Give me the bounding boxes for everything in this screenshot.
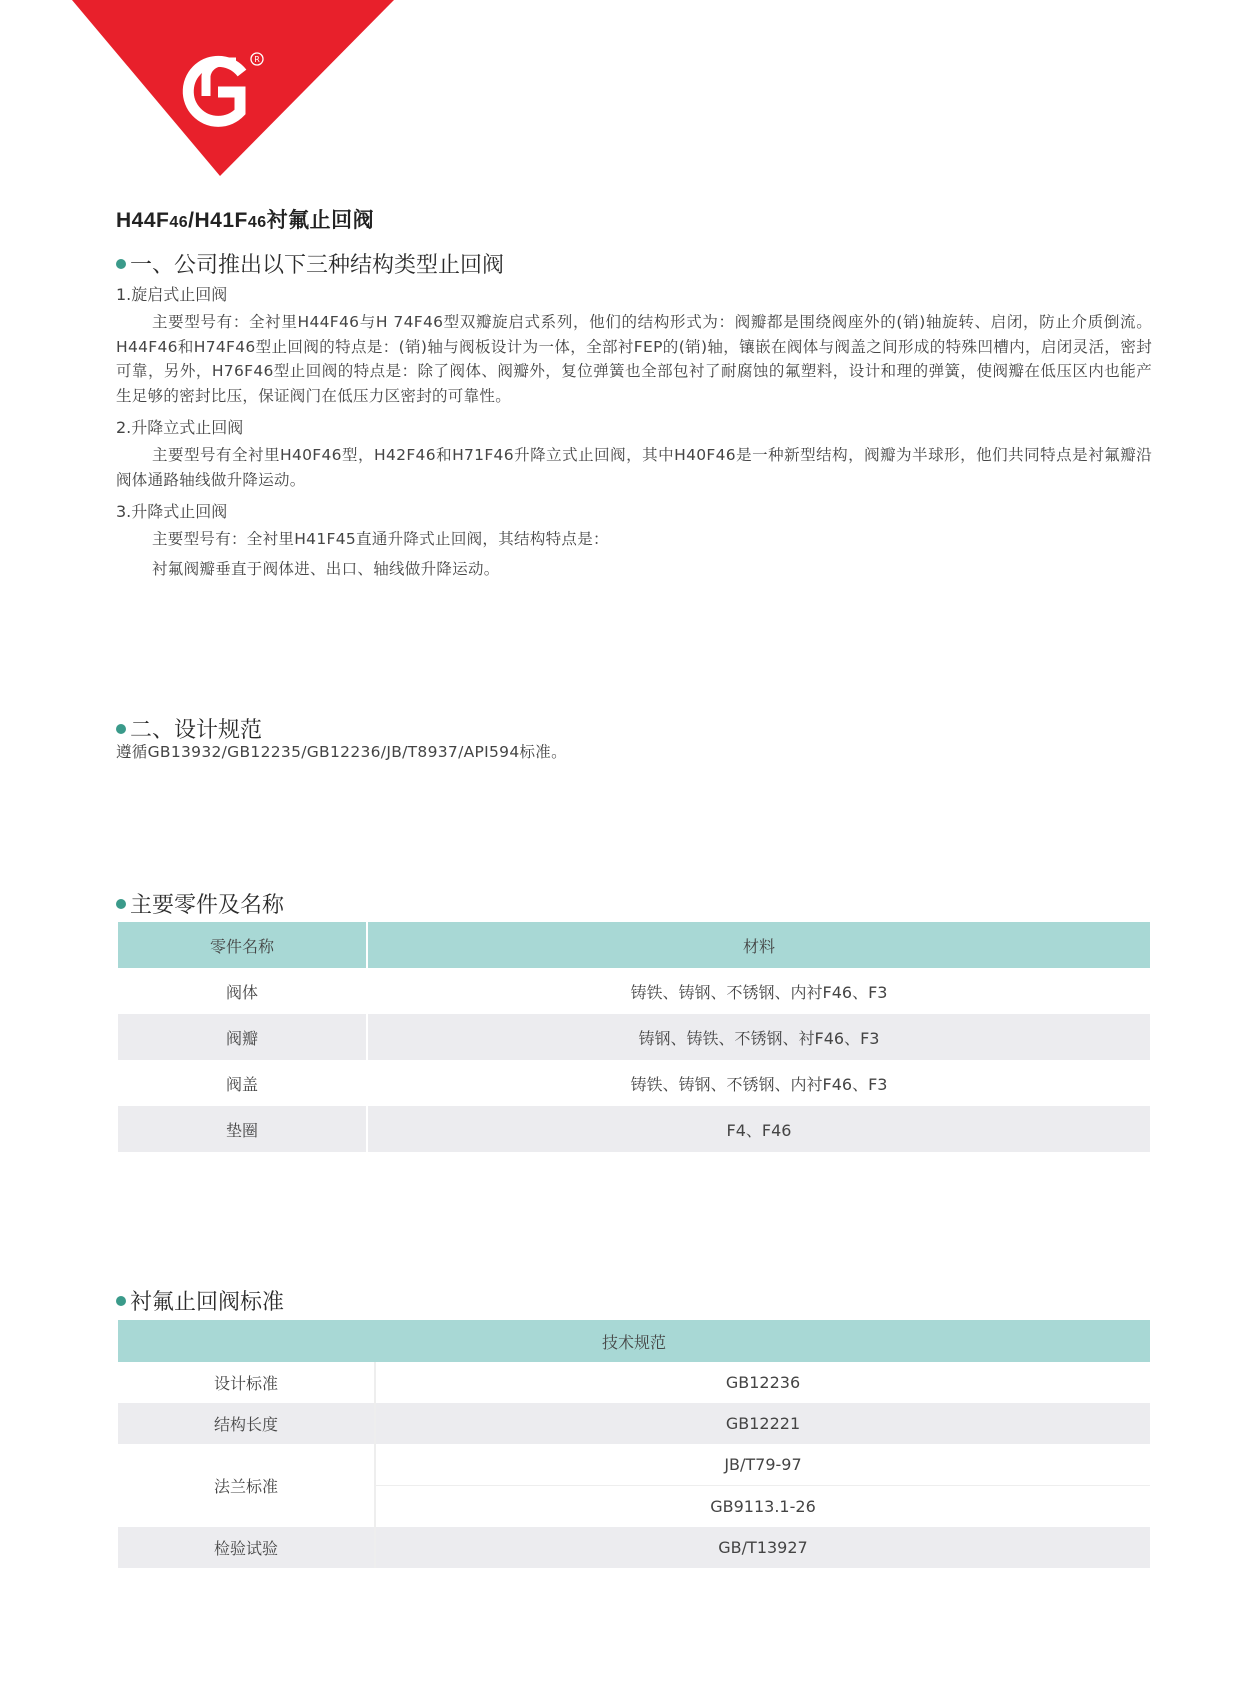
- bullet-dot-icon: [116, 724, 126, 734]
- paragraph-lift-check-2: 衬氟阀瓣垂直于阀体进、出口、轴线做升降运动。: [152, 560, 500, 578]
- table-row: [118, 1527, 1150, 1568]
- subheading-lift-check: 3.升降式止回阀: [116, 502, 228, 521]
- page-title: H44F46/H41F46衬氟止回阀: [116, 209, 375, 232]
- section-heading-design-spec: 二、设计规范: [116, 713, 262, 744]
- part-name-cell: 阀瓣: [118, 1014, 367, 1060]
- column-header-tech-spec: 技术规范: [118, 1320, 1150, 1362]
- column-header-part-name: 零件名称: [118, 922, 367, 968]
- material-cell: 铸铁、铸钢、不锈钢、内衬F46、F3: [630, 1074, 888, 1094]
- table-row: [118, 968, 1150, 1014]
- bullet-dot-icon: [116, 899, 126, 909]
- standard-value-cell: GB12221: [375, 1403, 1150, 1444]
- bullet-dot-icon: [116, 259, 126, 269]
- table-row: [118, 1106, 1150, 1152]
- standards-table: [118, 1320, 1150, 1568]
- brand-logo: [72, 0, 394, 176]
- paragraph-vertical-lift-check: 主要型号有全衬里H40F46型，H42F46和H71F46升降立式止回阀，其中H40F46是一种新型结构，阀瓣为半球形，他们共同特点是衬氟瓣沿阀体通路轴线做升降运动。: [116, 446, 1152, 489]
- parts-table: [118, 922, 1150, 1152]
- section-heading-parts: 主要零件及名称: [116, 888, 284, 919]
- standard-name-cell: 检验试验: [118, 1527, 375, 1568]
- parts-table-header: [118, 922, 1150, 968]
- registered-mark-text: R: [254, 55, 260, 64]
- paragraph-swing-check: 主要型号有：全衬里H44F46与H 74F46型双瓣旋启式系列，他们的结构形式为：阀瓣都是围绕阀座外的(销)轴旋转、启闭，防止介质倒流。H44F46和H74F46型止回阀的特点是：(销)轴与阀板设计为一体，全部衬FEP的(销)轴，镶嵌在阀体与阀盖之间形成的特殊凹槽内，启闭灵活，密封可靠，另外，H76F46型止回阀的特点是：除了阀体、阀瓣外，复位弹簧也全部包衬了耐腐蚀的氟塑料，设计和理的弹簧，使阀瓣在低压区内也能产生足够的密封比压，保证阀门在低压力区密封的可靠性。: [116, 313, 1152, 405]
- subheading-vertical-lift-check: 2.升降立式止回阀: [116, 418, 244, 437]
- table-row: [118, 1060, 1150, 1106]
- standards-table-header: [118, 1320, 1150, 1362]
- part-name-cell: 阀体: [118, 968, 367, 1014]
- material-cell: 铸钢、铸铁、不锈钢、衬F46、F3: [367, 1014, 1150, 1060]
- standard-value-cell: GB9113.1-26: [710, 1497, 816, 1516]
- table-row: [118, 1444, 1150, 1486]
- subheading-swing-check: 1.旋启式止回阀: [116, 285, 228, 304]
- column-header-material: 材料: [367, 922, 1150, 968]
- part-name-cell: 垫圈: [118, 1106, 367, 1152]
- material-cell: F4、F46: [367, 1106, 1150, 1152]
- table-row: [118, 1403, 1150, 1444]
- bullet-dot-icon: [116, 1296, 126, 1306]
- part-name-cell: 阀盖: [118, 1060, 367, 1106]
- standard-value-cell: GB12236: [725, 1373, 801, 1392]
- section-heading-standards: 衬氟止回阀标准: [116, 1285, 284, 1316]
- standard-name-cell: 法兰标准: [118, 1444, 375, 1527]
- standard-name-cell: 结构长度: [118, 1403, 375, 1444]
- table-row: [118, 1014, 1150, 1060]
- standard-value-cell: JB/T79-97: [375, 1444, 1150, 1486]
- table-row: [118, 1362, 1150, 1403]
- paragraph-lift-check-1: 主要型号有：全衬里H41F45直通升降式止回阀，其结构特点是：: [152, 530, 609, 548]
- material-cell: 铸铁、铸钢、不锈钢、内衬F46、F3: [630, 982, 888, 1002]
- design-spec-text: 遵循GB13932/GB12235/GB12236/JB/T8937/API594标准。: [116, 743, 567, 761]
- standard-name-cell: 设计标准: [118, 1362, 375, 1403]
- standard-value-cell: GB/T13927: [375, 1527, 1150, 1568]
- section-heading-structures: 一、公司推出以下三种结构类型止回阀: [116, 248, 504, 279]
